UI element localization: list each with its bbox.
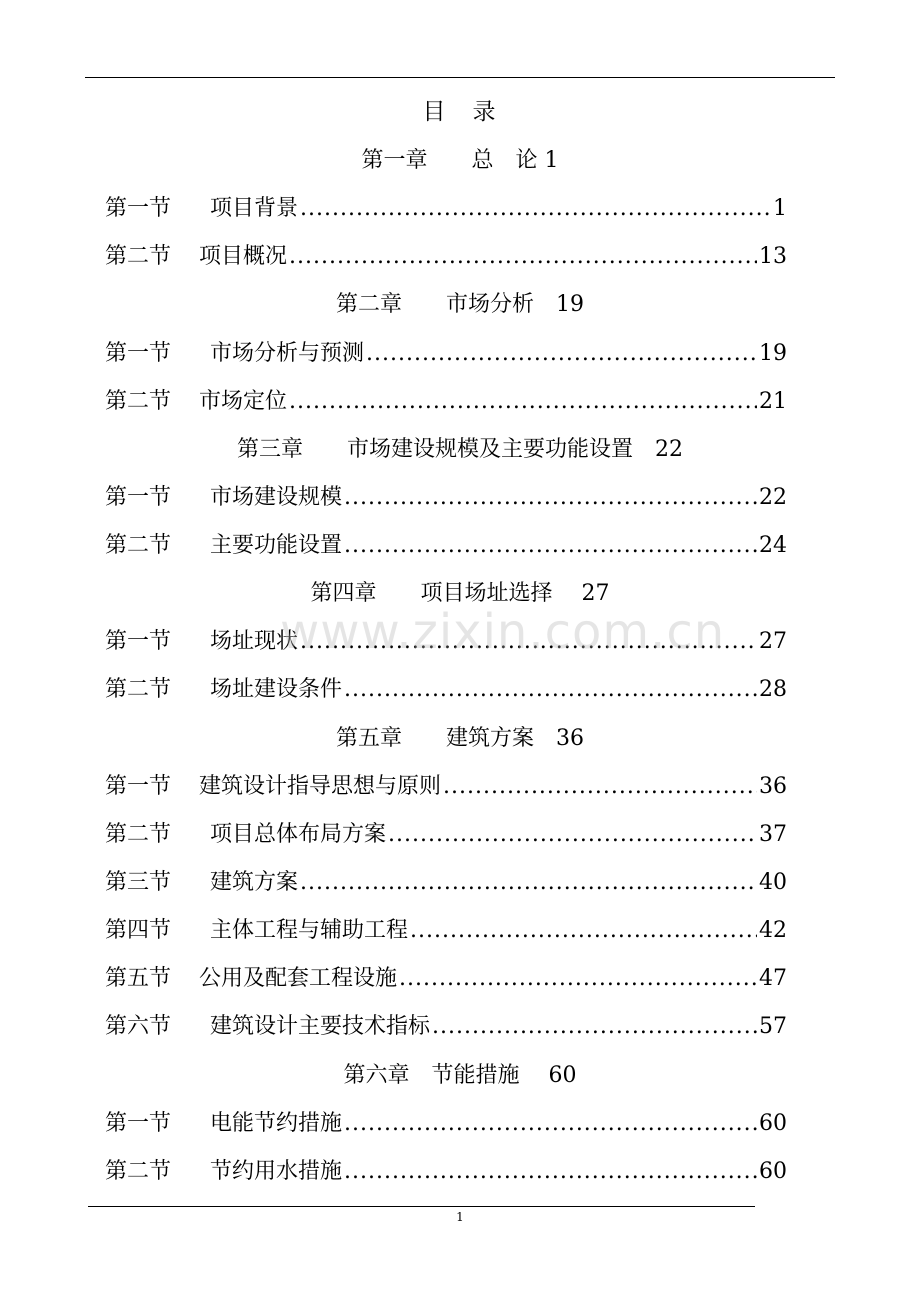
section-title: 建筑方案 (210, 870, 299, 895)
toc-entry[interactable] (105, 866, 787, 900)
section-title: 项目背景 (210, 196, 299, 221)
footer-page-number: 1 (456, 1210, 464, 1224)
toc-entry[interactable] (105, 673, 787, 707)
dot-leader (289, 240, 757, 274)
toc-entry[interactable] (105, 1010, 787, 1044)
chapter-label: 第一章 总 论 1 (361, 148, 559, 173)
section-number: 第一节 (105, 485, 172, 510)
section-title: 主体工程与辅助工程 (210, 918, 409, 943)
dot-leader (399, 962, 757, 996)
section-title: 电能节约措施 (210, 1111, 343, 1136)
dot-leader (300, 866, 757, 900)
section-title: 场址建设条件 (210, 677, 343, 702)
page-number: 24 (759, 533, 787, 558)
section-number: 第二节 (105, 677, 172, 702)
toc-entry[interactable] (105, 818, 787, 852)
page-number: 57 (759, 1014, 787, 1039)
dot-leader (344, 529, 757, 563)
dot-leader (388, 818, 757, 852)
chapter-label: 第五章 建筑方案 36 (336, 726, 584, 751)
page-title: 目 录 (422, 99, 498, 125)
toc-entry[interactable] (105, 1155, 787, 1189)
page-number: 60 (759, 1159, 787, 1184)
toc-chapter-4[interactable] (0, 577, 920, 611)
watermark: www.zixin.com.cn (280, 604, 726, 660)
section-number: 第二节 (105, 822, 172, 847)
section-number: 第二节 (105, 389, 172, 414)
page-number: 13 (759, 244, 787, 269)
toc-entry[interactable] (105, 385, 787, 419)
dot-leader (344, 673, 757, 707)
page-number: 37 (759, 822, 787, 847)
toc-chapter-1[interactable] (0, 144, 920, 178)
toc-entry[interactable] (105, 337, 787, 371)
section-number: 第一节 (105, 1111, 172, 1136)
toc-chapter-6[interactable] (0, 1059, 920, 1093)
toc-entry[interactable] (105, 240, 787, 274)
chapter-label: 第四章 项目场址选择 27 (310, 581, 610, 606)
section-number: 第三节 (105, 870, 172, 895)
page-number: 27 (759, 629, 787, 654)
footer-rule (88, 1206, 755, 1207)
section-number: 第六节 (105, 1014, 172, 1039)
section-title: 项目概况 (199, 244, 288, 269)
section-number: 第五节 (105, 966, 172, 991)
toc-entry[interactable] (105, 962, 787, 996)
dot-leader (289, 385, 757, 419)
toc-entry[interactable] (105, 529, 787, 563)
section-number: 第一节 (105, 196, 172, 221)
toc-entry[interactable] (105, 1107, 787, 1141)
dot-leader (443, 770, 757, 804)
section-number: 第二节 (105, 1159, 172, 1184)
page-number: 28 (759, 677, 787, 702)
section-title: 建筑设计指导思想与原则 (199, 774, 442, 799)
section-number: 第四节 (105, 918, 172, 943)
page-number: 40 (759, 870, 787, 895)
dot-leader (344, 1107, 757, 1141)
page-number: 42 (759, 918, 787, 943)
section-title: 主要功能设置 (210, 533, 343, 558)
toc-entry[interactable] (105, 625, 787, 659)
section-title: 市场建设规模 (210, 485, 343, 510)
page-number: 19 (759, 341, 787, 366)
section-number: 第一节 (105, 774, 172, 799)
dot-leader (300, 192, 771, 226)
chapter-label: 第二章 市场分析 19 (336, 292, 584, 317)
section-title: 市场定位 (199, 389, 288, 414)
toc-chapter-2[interactable] (0, 288, 920, 322)
dot-leader (410, 914, 757, 948)
toc-entry[interactable] (105, 192, 787, 226)
dot-leader (366, 337, 757, 371)
section-number: 第二节 (105, 244, 172, 269)
page-number: 60 (759, 1111, 787, 1136)
page-number: 47 (759, 966, 787, 991)
toc-entry[interactable] (105, 770, 787, 804)
page-number: 21 (759, 389, 787, 414)
section-title: 项目总体布局方案 (210, 822, 387, 847)
toc-chapter-3[interactable] (0, 433, 920, 467)
dot-leader (344, 1155, 757, 1189)
section-title: 节约用水措施 (210, 1159, 343, 1184)
toc-entry[interactable] (105, 481, 787, 515)
dot-leader (344, 481, 757, 515)
page-number: 1 (773, 196, 787, 221)
section-title: 公用及配套工程设施 (199, 966, 398, 991)
section-number: 第一节 (105, 629, 172, 654)
section-number: 第一节 (105, 341, 172, 366)
page-number: 36 (759, 774, 787, 799)
section-title: 市场分析与预测 (210, 341, 365, 366)
section-title: 场址现状 (210, 629, 299, 654)
toc-entry[interactable] (105, 914, 787, 948)
dot-leader (432, 1010, 757, 1044)
section-title: 建筑设计主要技术指标 (210, 1014, 431, 1039)
chapter-label: 第三章 市场建设规模及主要功能设置 22 (237, 437, 683, 462)
chapter-label: 第六章 节能措施 60 (343, 1063, 577, 1088)
page-number: 22 (759, 485, 787, 510)
section-number: 第二节 (105, 533, 172, 558)
dot-leader (300, 625, 757, 659)
toc-chapter-5[interactable] (0, 722, 920, 756)
